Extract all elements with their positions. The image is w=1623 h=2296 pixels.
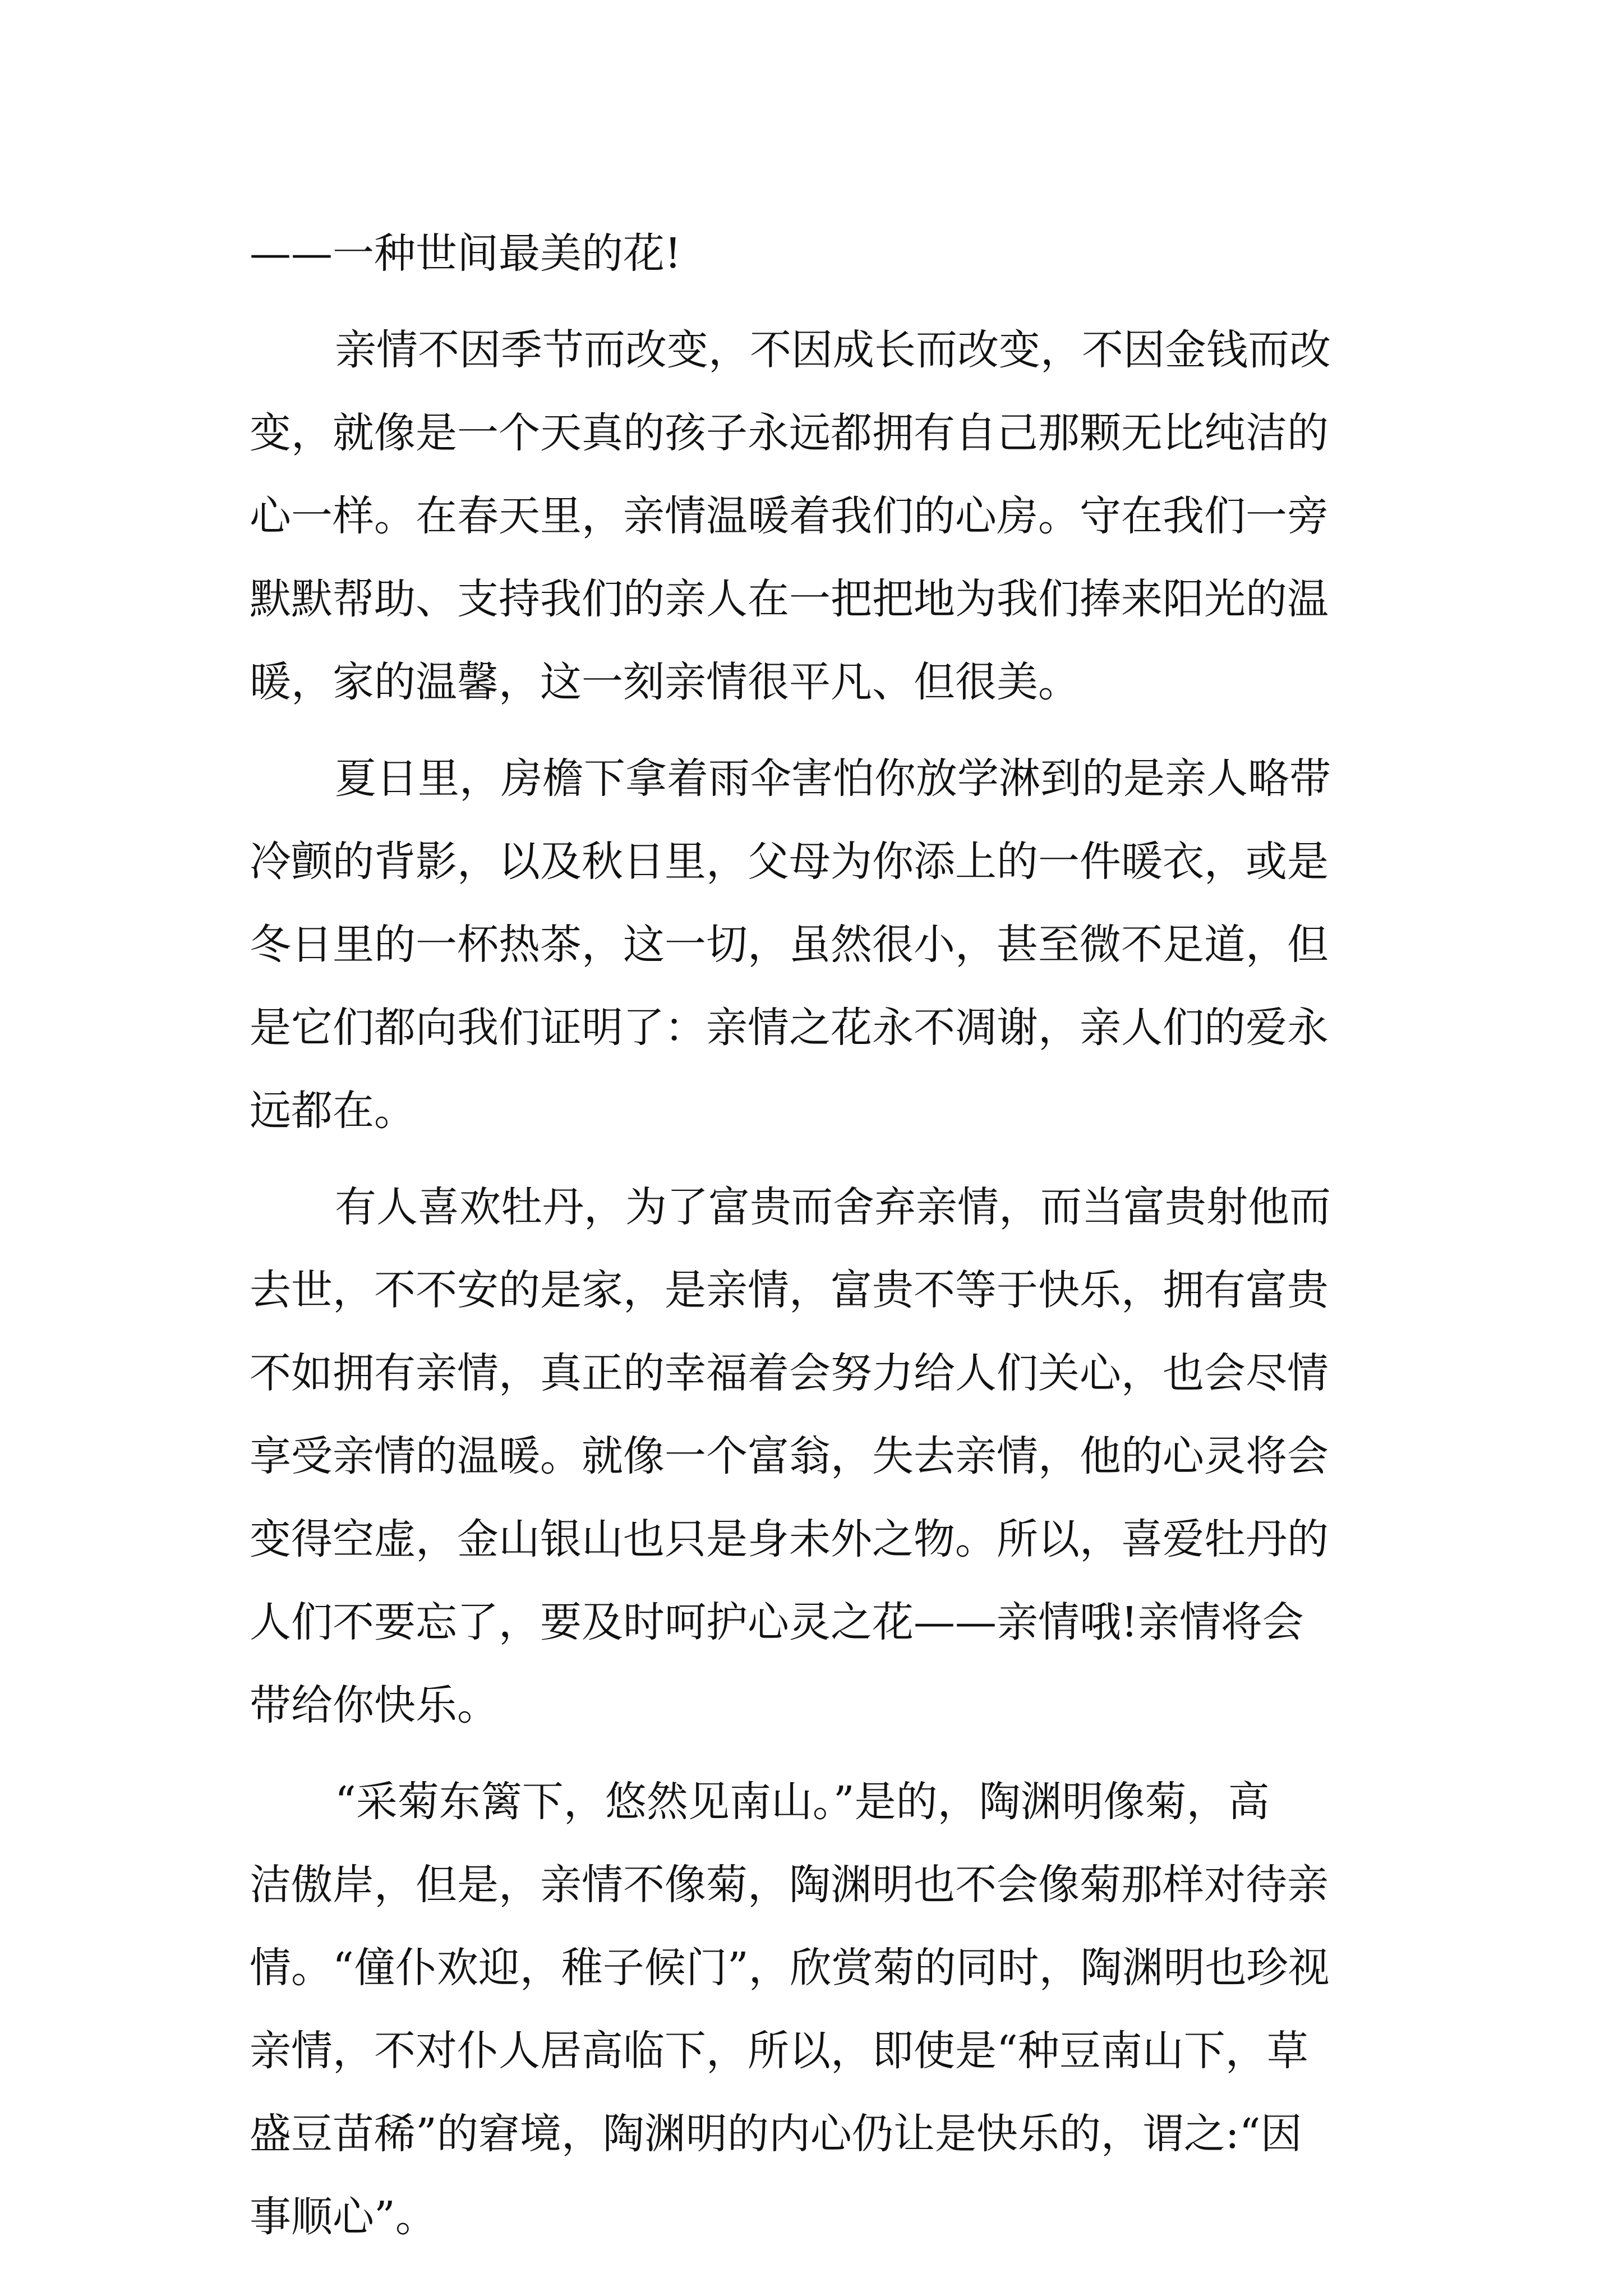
text-line: 亲情不因季节而改变，不因成长而改变，不因金钱而改 xyxy=(335,326,1331,374)
text-line: 去世，不不安的是家，是亲情，富贵不等于快乐，拥有富贵 xyxy=(250,1266,1329,1314)
paragraph-gap xyxy=(250,1747,1394,1760)
text-line: 人们不要忘了，要及时呵护心灵之花——亲情哦!亲情将会 xyxy=(250,1598,1304,1646)
text-line: 默默帮助、支持我们的亲人在一把把地为我们捧来阳光的温 xyxy=(250,575,1329,623)
text-line: 变得空虚，金山银山也只是身未外之物。所以，喜爱牡丹的 xyxy=(250,1515,1329,1563)
text-line: 暖，家的温馨，这一刻亲情很平凡、但很美。 xyxy=(250,658,1080,706)
paragraph-gap xyxy=(250,295,1394,309)
text-line: 盛豆苗稀”的窘境，陶渊明的内心仍让是快乐的，谓之:“因 xyxy=(250,2110,1302,2158)
text-line: 亲情，不对仆人居高临下，所以，即使是“种豆南山下，草 xyxy=(250,2027,1308,2075)
text-line: 夏日里，房檐下拿着雨伞害怕你放学淋到的是亲人略带 xyxy=(335,754,1331,803)
paragraph-gap xyxy=(250,2258,1394,2272)
text-line: 享受亲情的温暖。就像一个富翁，失去亲情，他的心灵将会 xyxy=(250,1432,1329,1480)
text-line: 是它们都向我们证明了：亲情之花永不凋谢，亲人们的爱永 xyxy=(250,1004,1329,1052)
paragraph xyxy=(250,212,1394,295)
text-line: 心一样。在春天里，亲情温暖着我们的心房。守在我们一旁 xyxy=(250,492,1329,540)
text-line: ——一种世间最美的花! xyxy=(250,229,681,278)
paragraph xyxy=(250,1760,1394,2258)
paragraph-gap xyxy=(250,724,1394,737)
paragraph xyxy=(250,1166,1394,1747)
paragraph-gap xyxy=(250,1152,1394,1166)
text-line: 带给你快乐。 xyxy=(250,1681,499,1729)
text-line: 有人喜欢牡丹，为了富贵而舍弃亲情，而当富贵射他而 xyxy=(335,1183,1331,1231)
paragraph xyxy=(250,737,1394,1152)
paragraph xyxy=(250,309,1394,724)
document-body xyxy=(250,212,1394,2272)
text-line: 事顺心”。 xyxy=(250,2193,437,2241)
text-line: 远都在。 xyxy=(250,1087,416,1135)
text-line: 冷颤的背影，以及秋日里，父母为你添上的一件暖衣，或是 xyxy=(250,838,1329,886)
text-line: 变，就像是一个天真的孩子永远都拥有自己那颗无比纯洁的 xyxy=(250,409,1329,457)
text-line: 不如拥有亲情，真正的幸福着会努力给人们关心，也会尽情 xyxy=(250,1349,1329,1397)
text-line: “采菊东篱下，悠然见南山。”是的，陶渊明像菊，高 xyxy=(335,1778,1270,1826)
text-line: 洁傲岸，但是，亲情不像菊，陶渊明也不会像菊那样对待亲 xyxy=(250,1861,1329,1909)
text-line: 冬日里的一杯热茶，这一切，虽然很小，甚至微不足道，但 xyxy=(250,921,1329,969)
text-line: 情。“僮仆欢迎，稚子候门”，欣赏菊的同时，陶渊明也珍视 xyxy=(250,1944,1330,1992)
